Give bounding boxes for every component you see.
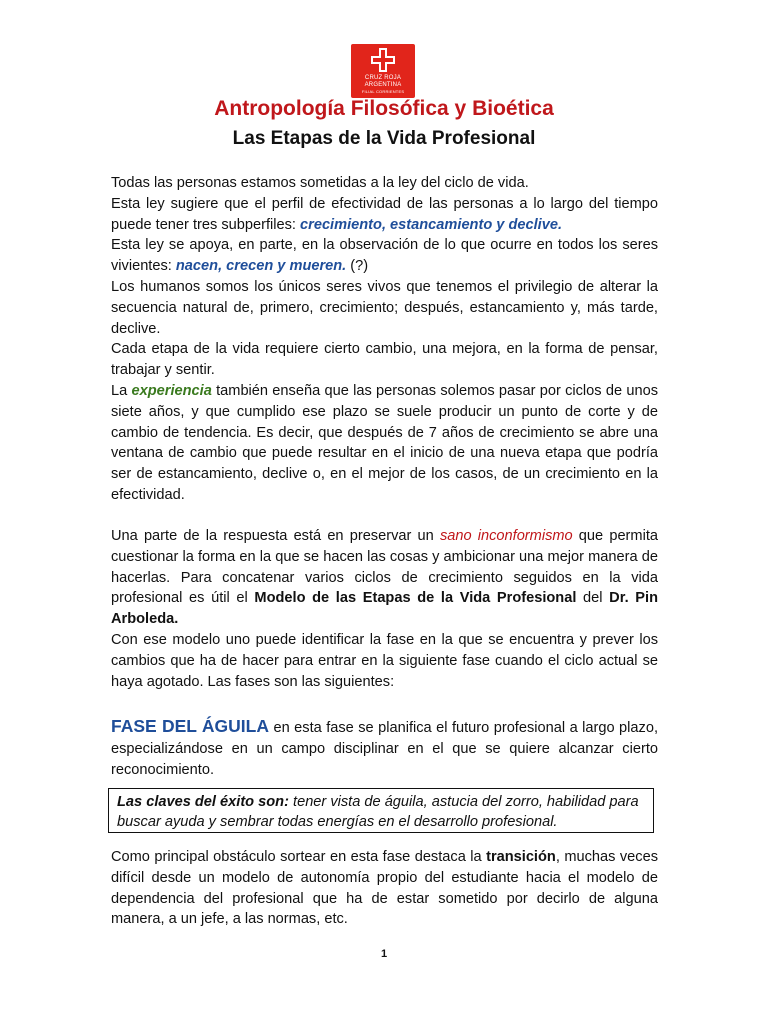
intro-s1: Todas las personas estamos sometidas a la ley del ciclo de vida. — [111, 175, 529, 191]
response-author: Dr. Pin Arboleda. — [111, 590, 658, 628]
document-title: Antropología Filosófica y Bioética — [214, 97, 554, 120]
success-keys-label: Las claves del éxito son: — [117, 794, 289, 810]
response-p1-emphasis: sano inconformismo — [439, 528, 573, 544]
intro-s6-start: La — [111, 382, 132, 399]
cruz-roja-logo — [351, 44, 415, 98]
phase-heading: FASE DEL ÁGUILA — [111, 716, 270, 736]
response-paragraph — [111, 526, 658, 692]
obstacle-paragraph — [111, 847, 658, 930]
intro-s4: Los humanos somos los únicos seres vivos que tenemos el privilegio de alterar la secuencia natural de, primero, crecimiento; después, estancamiento y, más tarde, declive. — [111, 278, 658, 337]
response-p1-mid: que permita cuestionar la forma en la que se hacen las cosas y ambicionar una mejor manera de hacerlas. Para concatenar varios ciclos de crecimiento seguidos en la vida profesional es útil el — [111, 528, 658, 607]
intro-s6-rest: también enseña que las personas solemos pasar por ciclos de unos siete años, y que cumplido ese plazo se suele producir un punto de corte y de cambio de tendencia. Es decir, que después de 7 años de crecimiento se abre una ventana de cambio que puede resultar en el inicio de una nueva etapa que podría ser de estancamiento, declive o, en el mejor de los casos, de un crecimiento en la efectividad. — [111, 382, 658, 503]
phase-paragraph — [111, 716, 658, 780]
page-number: 1 — [380, 948, 388, 960]
intro-paragraph — [111, 173, 658, 506]
response-model-name: Modelo de las Etapas de la Vida Profesional — [254, 590, 577, 607]
logo-line-3: FILIAL CORRIENTES — [361, 89, 405, 94]
intro-s6-emphasis: experiencia — [131, 382, 212, 399]
intro-s3: Esta ley se apoya, en parte, en la observación de lo que ocurre en todos los seres vivientes: — [111, 237, 658, 275]
intro-s5: Cada etapa de la vida requiere cierto cambio, una mejora, en la forma de pensar, trabajar y sentir. — [111, 341, 658, 379]
response-p1-del: del — [576, 590, 610, 607]
intro-s2: Esta ley sugiere que el perfil de efectividad de las personas a lo largo del tiempo puede tener tres subperfiles: — [111, 195, 658, 233]
obstacle-rest: , muchas veces difícil desde un modelo de autonomía propio del estudiante hacia el modelo de dependencia del profesional que ha de estar sometido por decirlo de alguna manera, a un jefe, a las normas, etc. — [111, 849, 658, 928]
intro-s3-end: (?) — [346, 258, 369, 275]
success-keys-text: tener vista de águila, astucia del zorro, habilidad para buscar ayuda y sembrar todas energías en el desarrollo profesional. — [117, 794, 639, 830]
document-subtitle: Las Etapas de la Vida Profesional — [232, 128, 536, 149]
red-cross-icon — [371, 48, 395, 72]
response-p2: Con ese modelo uno puede identificar la fase en la que se encuentra y prever los cambios que ha de hacer para entrar en la siguiente fase cuando el ciclo actual se haya agotado. Las fases son las siguientes: — [111, 631, 658, 690]
obstacle-start: Como principal obstáculo sortear en esta fase destaca la — [111, 849, 487, 865]
intro-s3-emphasis: nacen, crecen y mueren. — [175, 258, 347, 275]
logo-line-1: CRUZ ROJA — [364, 75, 402, 81]
response-p1-start: Una parte de la respuesta está en preservar un — [111, 528, 440, 544]
logo-line-2: ARGENTINA — [364, 82, 402, 88]
phase-text: en esta fase se planifica el futuro profesional a largo plazo, especializándose en un campo disciplinar en el que se quiere alcanzar cierto reconocimiento. — [111, 720, 658, 778]
obstacle-emphasis: transición — [486, 849, 556, 865]
success-keys-box — [108, 788, 654, 833]
intro-s2-emphasis: crecimiento, estancamiento y declive. — [300, 216, 563, 233]
